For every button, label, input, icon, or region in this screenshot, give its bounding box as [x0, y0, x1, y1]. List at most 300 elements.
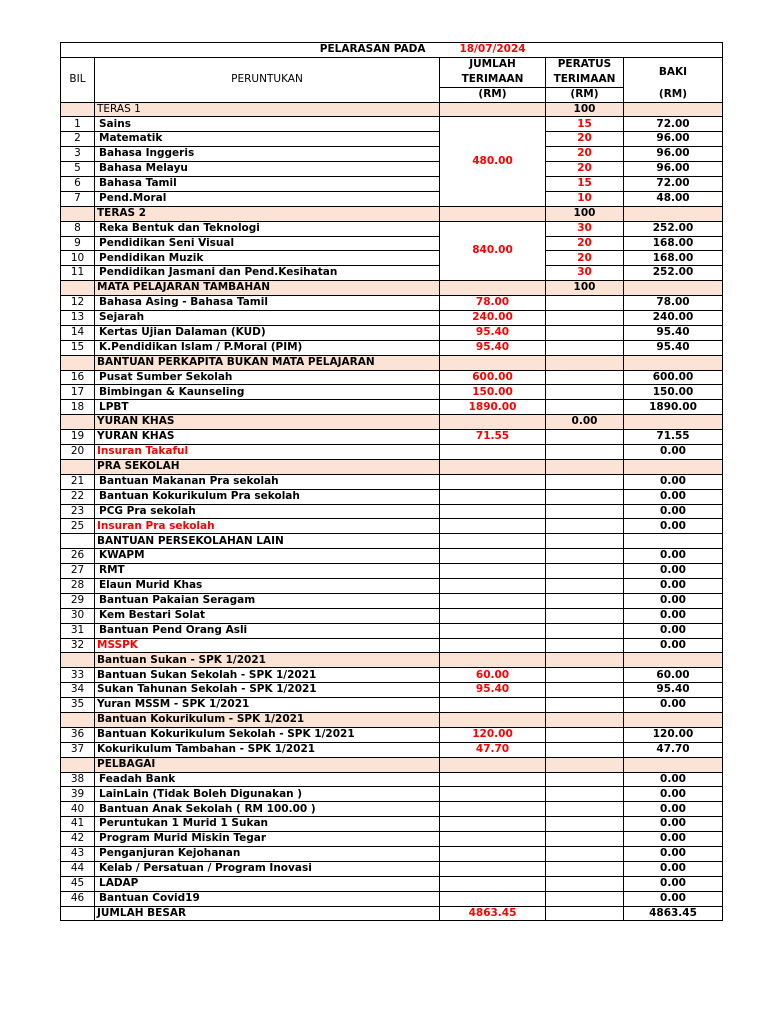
item-name: Pusat Sumber Sekolah: [95, 370, 440, 385]
section-row: [61, 281, 723, 296]
jumlah-cell: 71.55: [440, 430, 546, 445]
bil-cell: 29: [61, 593, 95, 608]
section-label: PELBAGAI: [95, 757, 440, 772]
peratus-cell: [546, 474, 624, 489]
bil-cell: [61, 757, 95, 772]
peratus-cell: [546, 310, 624, 325]
section-label: PRA SEKOLAH: [95, 459, 440, 474]
peratus-cell: [546, 653, 624, 668]
section-row: [61, 206, 723, 221]
jumlah-cell: [440, 281, 546, 296]
item-name: LADAP: [95, 876, 440, 891]
baki-cell: 96.00: [624, 132, 723, 147]
peratus-cell: [546, 430, 624, 445]
table-row: [61, 772, 723, 787]
baki-cell: 0.00: [624, 817, 723, 832]
bil-cell: 30: [61, 608, 95, 623]
bil-cell: [61, 415, 95, 430]
table-row: [61, 370, 723, 385]
jumlah-cell: [440, 534, 546, 549]
bil-cell: 44: [61, 861, 95, 876]
bil-cell: 35: [61, 698, 95, 713]
bil-cell: 1: [61, 117, 95, 132]
section-label: BANTUAN PERKAPITA BUKAN MATA PELAJARAN: [95, 355, 440, 370]
col-peratus-unit: (RM): [546, 87, 624, 102]
item-name: Pendidikan Jasmani dan Pend.Kesihatan: [95, 266, 440, 281]
baki-cell: 0.00: [624, 474, 723, 489]
peratus-cell: [546, 802, 624, 817]
section-label: Bantuan Sukan - SPK 1/2021: [95, 653, 440, 668]
peratus-cell: 20: [546, 147, 624, 162]
peratus-cell: [546, 861, 624, 876]
item-name: Bantuan Makanan Pra sekolah: [95, 474, 440, 489]
bil-cell: [61, 355, 95, 370]
table-row: [61, 385, 723, 400]
peratus-cell: [546, 564, 624, 579]
bil-cell: 26: [61, 549, 95, 564]
jumlah-cell: [440, 564, 546, 579]
section-row: [61, 355, 723, 370]
table-row: [61, 564, 723, 579]
peratus-cell: 15: [546, 176, 624, 191]
item-name: Feadah Bank: [95, 772, 440, 787]
bil-cell: 5: [61, 162, 95, 177]
table-row: [61, 162, 723, 177]
item-name: Pendidikan Seni Visual: [95, 236, 440, 251]
bil-cell: 43: [61, 847, 95, 862]
peratus-cell: 100: [546, 102, 624, 117]
jumlah-cell: 1890.00: [440, 400, 546, 415]
bil-cell: [61, 906, 95, 921]
item-name: Bantuan Pakaian Seragam: [95, 593, 440, 608]
baki-cell: 150.00: [624, 385, 723, 400]
bil-cell: 34: [61, 683, 95, 698]
col-jumlah-header-2: TERIMAAN: [440, 72, 546, 87]
jumlah-cell: [440, 608, 546, 623]
peratus-cell: 30: [546, 266, 624, 281]
report-date: 18/07/2024: [440, 43, 546, 58]
bil-cell: 37: [61, 742, 95, 757]
item-name: LPBT: [95, 400, 440, 415]
peratus-cell: [546, 608, 624, 623]
baki-cell: 0.00: [624, 832, 723, 847]
baki-cell: 0.00: [624, 504, 723, 519]
bil-cell: 20: [61, 444, 95, 459]
bil-cell: [61, 713, 95, 728]
section-row: [61, 653, 723, 668]
baki-cell: 0.00: [624, 891, 723, 906]
baki-cell: [624, 415, 723, 430]
baki-cell: 252.00: [624, 221, 723, 236]
bil-cell: [61, 653, 95, 668]
peratus-cell: [546, 847, 624, 862]
jumlah-cell: [440, 102, 546, 117]
baki-cell: [624, 102, 723, 117]
jumlah-cell: [440, 832, 546, 847]
peratus-cell: [546, 742, 624, 757]
bil-cell: 25: [61, 519, 95, 534]
report-title: PELARASAN PADA: [95, 43, 440, 58]
item-name: K.Pendidikan Islam / P.Moral (PIM): [95, 340, 440, 355]
item-name: Penganjuran Kejohanan: [95, 847, 440, 862]
item-name: Bahasa Tamil: [95, 176, 440, 191]
item-name: PCG Pra sekolah: [95, 504, 440, 519]
peratus-cell: [546, 757, 624, 772]
peratus-cell: [546, 549, 624, 564]
baki-cell: 95.40: [624, 683, 723, 698]
jumlah-cell: [440, 623, 546, 638]
table-row: [61, 266, 723, 281]
baki-cell: 168.00: [624, 236, 723, 251]
item-name: KWAPM: [95, 549, 440, 564]
section-label: YURAN KHAS: [95, 415, 440, 430]
total-label: JUMLAH BESAR: [95, 906, 440, 921]
baki-cell: 120.00: [624, 727, 723, 742]
peratus-cell: [546, 623, 624, 638]
jumlah-cell: 47.70: [440, 742, 546, 757]
peratus-cell: [546, 891, 624, 906]
peratus-cell: 100: [546, 206, 624, 221]
item-name: Sukan Tahunan Sekolah - SPK 1/2021: [95, 683, 440, 698]
baki-cell: 0.00: [624, 549, 723, 564]
baki-cell: [624, 206, 723, 221]
table-row: [61, 608, 723, 623]
table-row: [61, 251, 723, 266]
baki-cell: 0.00: [624, 802, 723, 817]
table-row: [61, 683, 723, 698]
bil-cell: 21: [61, 474, 95, 489]
bil-cell: 40: [61, 802, 95, 817]
jumlah-cell: 95.40: [440, 340, 546, 355]
baki-cell: 0.00: [624, 847, 723, 862]
jumlah-cell: [440, 355, 546, 370]
item-name: Bantuan Covid19: [95, 891, 440, 906]
peratus-cell: 20: [546, 251, 624, 266]
bil-cell: 15: [61, 340, 95, 355]
item-name: Bimbingan & Kaunseling: [95, 385, 440, 400]
col-baki-unit: (RM): [624, 87, 723, 102]
item-name: Peruntukan 1 Murid 1 Sukan: [95, 817, 440, 832]
table-row: [61, 147, 723, 162]
section-row: [61, 102, 723, 117]
table-row: [61, 296, 723, 311]
table-row: [61, 817, 723, 832]
section-label: TERAS 1: [95, 102, 440, 117]
col-jumlah-header: JUMLAH: [440, 57, 546, 72]
peratus-cell: 20: [546, 162, 624, 177]
bil-cell: [61, 206, 95, 221]
jumlah-cell: [440, 876, 546, 891]
section-row: [61, 415, 723, 430]
bil-cell: [61, 281, 95, 296]
baki-cell: 60.00: [624, 668, 723, 683]
bil-cell: [61, 534, 95, 549]
jumlah-cell: [440, 489, 546, 504]
jumlah-cell: 78.00: [440, 296, 546, 311]
section-label: MATA PELAJARAN TAMBAHAN: [95, 281, 440, 296]
section-row: [61, 534, 723, 549]
section-row: [61, 713, 723, 728]
table-row: [61, 802, 723, 817]
baki-cell: [624, 355, 723, 370]
table-row: [61, 549, 723, 564]
table-row: [61, 221, 723, 236]
baki-cell: 96.00: [624, 147, 723, 162]
peratus-cell: [546, 787, 624, 802]
allocation-table: [60, 42, 723, 921]
bil-cell: 23: [61, 504, 95, 519]
table-row: [61, 430, 723, 445]
item-name: Bantuan Anak Sekolah ( RM 100.00 ): [95, 802, 440, 817]
bil-cell: 16: [61, 370, 95, 385]
total-jumlah: 4863.45: [440, 906, 546, 921]
jumlah-cell: [440, 206, 546, 221]
section-label: BANTUAN PERSEKOLAHAN LAIN: [95, 534, 440, 549]
baki-cell: 0.00: [624, 698, 723, 713]
jumlah-cell: [440, 772, 546, 787]
bil-cell: 10: [61, 251, 95, 266]
bil-cell: 19: [61, 430, 95, 445]
jumlah-cell: [440, 802, 546, 817]
item-name: Bantuan Sukan Sekolah - SPK 1/2021: [95, 668, 440, 683]
item-name: Elaun Murid Khas: [95, 579, 440, 594]
table-row: [61, 742, 723, 757]
baki-cell: 0.00: [624, 608, 723, 623]
item-name: Yuran MSSM - SPK 1/2021: [95, 698, 440, 713]
bil-cell: 42: [61, 832, 95, 847]
item-name: Pendidikan Muzik: [95, 251, 440, 266]
table-row: [61, 132, 723, 147]
bil-cell: [61, 102, 95, 117]
table-row: [61, 891, 723, 906]
bil-cell: 36: [61, 727, 95, 742]
table-row: [61, 191, 723, 206]
item-name: MSSPK: [95, 638, 440, 653]
peratus-cell: [546, 519, 624, 534]
baki-cell: [624, 757, 723, 772]
item-name: Insuran Takaful: [95, 444, 440, 459]
bil-cell: 6: [61, 176, 95, 191]
peratus-cell: [546, 876, 624, 891]
bil-cell: [61, 459, 95, 474]
peratus-cell: [546, 355, 624, 370]
baki-cell: 1890.00: [624, 400, 723, 415]
bil-cell: 14: [61, 325, 95, 340]
jumlah-cell: [440, 459, 546, 474]
baki-cell: 95.40: [624, 340, 723, 355]
baki-cell: 0.00: [624, 638, 723, 653]
col-peratus-header-2: TERIMAAN: [546, 72, 624, 87]
col-peruntukan-header: PERUNTUKAN: [95, 57, 440, 102]
col-baki-header: BAKI: [624, 57, 723, 87]
baki-cell: 96.00: [624, 162, 723, 177]
table-row: [61, 593, 723, 608]
item-name: Matematik: [95, 132, 440, 147]
jumlah-cell: [440, 474, 546, 489]
peratus-cell: [546, 683, 624, 698]
bil-cell: 11: [61, 266, 95, 281]
baki-cell: 252.00: [624, 266, 723, 281]
jumlah-cell: [440, 817, 546, 832]
table-row: [61, 861, 723, 876]
teras2-jumlah: 840.00: [440, 221, 546, 281]
bil-cell: 12: [61, 296, 95, 311]
table-row: [61, 474, 723, 489]
section-label: TERAS 2: [95, 206, 440, 221]
jumlah-cell: [440, 653, 546, 668]
jumlah-cell: [440, 698, 546, 713]
peratus-cell: [546, 668, 624, 683]
table-row: [61, 236, 723, 251]
peratus-cell: 100: [546, 281, 624, 296]
item-name: Sains: [95, 117, 440, 132]
peratus-cell: [546, 489, 624, 504]
jumlah-cell: [440, 787, 546, 802]
table-row: [61, 638, 723, 653]
baki-cell: 0.00: [624, 787, 723, 802]
baki-cell: 48.00: [624, 191, 723, 206]
table-row: [61, 698, 723, 713]
peratus-cell: 30: [546, 221, 624, 236]
jumlah-cell: 600.00: [440, 370, 546, 385]
table-row: [61, 176, 723, 191]
teras1-jumlah: 480.00: [440, 117, 546, 206]
table-row: [61, 832, 723, 847]
baki-cell: 240.00: [624, 310, 723, 325]
bil-cell: 31: [61, 623, 95, 638]
peratus-cell: [546, 296, 624, 311]
table-row: [61, 340, 723, 355]
item-name: Sejarah: [95, 310, 440, 325]
table-row: [61, 876, 723, 891]
item-name: Bahasa Asing - Bahasa Tamil: [95, 296, 440, 311]
baki-cell: 0.00: [624, 444, 723, 459]
bil-cell: 27: [61, 564, 95, 579]
jumlah-cell: 60.00: [440, 668, 546, 683]
bil-cell: 2: [61, 132, 95, 147]
item-name: Kertas Ujian Dalaman (KUD): [95, 325, 440, 340]
baki-cell: 71.55: [624, 430, 723, 445]
table-row: [61, 310, 723, 325]
peratus-cell: 0.00: [546, 415, 624, 430]
jumlah-cell: [440, 415, 546, 430]
table-row: [61, 519, 723, 534]
jumlah-cell: [440, 519, 546, 534]
bil-cell: 38: [61, 772, 95, 787]
table-row: [61, 444, 723, 459]
peratus-cell: [546, 593, 624, 608]
peratus-cell: [546, 638, 624, 653]
jumlah-cell: [440, 444, 546, 459]
table-row: [61, 787, 723, 802]
peratus-cell: [546, 504, 624, 519]
peratus-cell: [546, 385, 624, 400]
total-row: [61, 906, 723, 921]
item-name: LainLain (Tidak Boleh Digunakan ): [95, 787, 440, 802]
jumlah-cell: [440, 549, 546, 564]
bil-cell: 9: [61, 236, 95, 251]
baki-cell: 600.00: [624, 370, 723, 385]
baki-cell: 168.00: [624, 251, 723, 266]
bil-cell: 3: [61, 147, 95, 162]
baki-cell: 0.00: [624, 876, 723, 891]
table-row: [61, 117, 723, 132]
jumlah-cell: [440, 593, 546, 608]
item-name: Program Murid Miskin Tegar: [95, 832, 440, 847]
bil-cell: 46: [61, 891, 95, 906]
item-name: Kelab / Persatuan / Program Inovasi: [95, 861, 440, 876]
baki-cell: 47.70: [624, 742, 723, 757]
peratus-cell: [546, 906, 624, 921]
table-row: [61, 325, 723, 340]
baki-cell: [624, 653, 723, 668]
item-name: Reka Bentuk dan Teknologi: [95, 221, 440, 236]
table-row: [61, 668, 723, 683]
baki-cell: 0.00: [624, 772, 723, 787]
col-peratus-header: PERATUS: [546, 57, 624, 72]
bil-cell: 28: [61, 579, 95, 594]
baki-cell: [624, 534, 723, 549]
section-row: [61, 459, 723, 474]
item-name: Pend.Moral: [95, 191, 440, 206]
col-bil-header: BIL: [61, 57, 95, 102]
item-name: Kokurikulum Tambahan - SPK 1/2021: [95, 742, 440, 757]
item-name: Bahasa Inggeris: [95, 147, 440, 162]
peratus-cell: [546, 340, 624, 355]
baki-cell: 0.00: [624, 593, 723, 608]
baki-cell: 72.00: [624, 117, 723, 132]
peratus-cell: 20: [546, 132, 624, 147]
jumlah-cell: 240.00: [440, 310, 546, 325]
baki-cell: [624, 281, 723, 296]
item-name: Bahasa Melayu: [95, 162, 440, 177]
item-name: Insuran Pra sekolah: [95, 519, 440, 534]
table-row: [61, 579, 723, 594]
jumlah-cell: [440, 579, 546, 594]
jumlah-cell: 150.00: [440, 385, 546, 400]
baki-cell: [624, 459, 723, 474]
bil-cell: 33: [61, 668, 95, 683]
jumlah-cell: [440, 638, 546, 653]
section-label: Bantuan Kokurikulum - SPK 1/2021: [95, 713, 440, 728]
baki-cell: 0.00: [624, 579, 723, 594]
peratus-cell: [546, 579, 624, 594]
jumlah-cell: [440, 861, 546, 876]
item-name: Bantuan Kokurikulum Sekolah - SPK 1/2021: [95, 727, 440, 742]
jumlah-cell: [440, 847, 546, 862]
baki-cell: 0.00: [624, 623, 723, 638]
peratus-cell: [546, 325, 624, 340]
jumlah-cell: 120.00: [440, 727, 546, 742]
jumlah-cell: [440, 504, 546, 519]
table-row: [61, 727, 723, 742]
baki-cell: 0.00: [624, 564, 723, 579]
bil-cell: 18: [61, 400, 95, 415]
peratus-cell: [546, 772, 624, 787]
jumlah-cell: 95.40: [440, 683, 546, 698]
baki-cell: [624, 713, 723, 728]
bil-cell: 32: [61, 638, 95, 653]
peratus-cell: [546, 817, 624, 832]
total-baki: 4863.45: [624, 906, 723, 921]
baki-cell: 95.40: [624, 325, 723, 340]
table-row: [61, 400, 723, 415]
peratus-cell: 10: [546, 191, 624, 206]
peratus-cell: [546, 370, 624, 385]
peratus-cell: [546, 459, 624, 474]
table-row: [61, 847, 723, 862]
peratus-cell: [546, 400, 624, 415]
